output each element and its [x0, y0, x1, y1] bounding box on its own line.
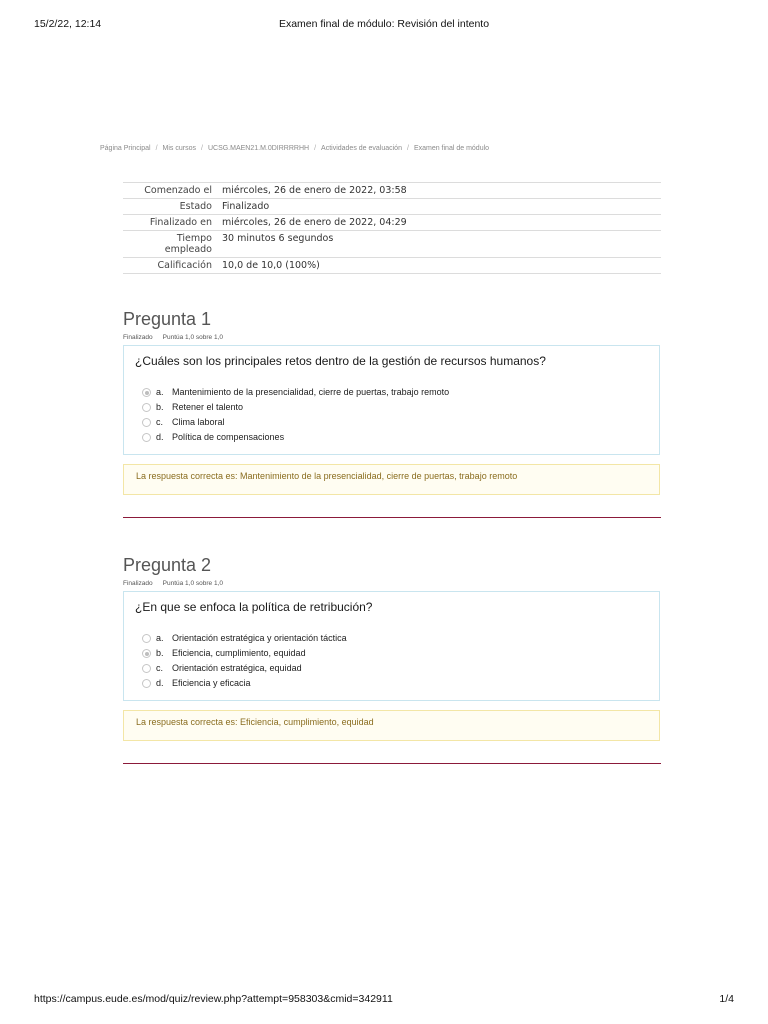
summary-label: [123, 231, 217, 258]
print-page-number: 1/4: [719, 993, 734, 1005]
summary-row-grade: [123, 258, 661, 274]
option-label: Eficiencia, cumplimiento, equidad: [172, 648, 306, 658]
summary-value: miércoles, 26 de enero de 2022, 03:58: [217, 183, 661, 199]
summary-label: Calificación: [123, 258, 217, 274]
question-divider: [123, 763, 661, 764]
option-label: Política de compensaciones: [172, 432, 285, 442]
breadcrumb-home[interactable]: Página Principal: [100, 145, 151, 152]
question-status: Finalizado: [123, 580, 153, 587]
question-title: Pregunta 1: [123, 309, 212, 329]
radio-selected-icon[interactable]: [142, 388, 151, 397]
summary-row-time: [123, 231, 661, 258]
question-score: Puntúa 1,0 sobre 1,0: [162, 580, 223, 587]
breadcrumb-separator: /: [155, 145, 158, 152]
option-letter: d.: [156, 432, 164, 442]
breadcrumb-my-courses[interactable]: Mis cursos: [162, 145, 196, 152]
summary-label-line: Tiempo: [176, 233, 212, 244]
question-text: ¿Cuáles son los principales retos dentro de la gestión de recursos humanos?: [135, 354, 546, 368]
question-meta: [123, 580, 223, 587]
summary-label: Comenzado el: [123, 183, 217, 199]
radio-icon[interactable]: [142, 418, 151, 427]
question-divider: [123, 517, 661, 518]
summary-value: 30 minutos 6 segundos: [217, 231, 661, 258]
summary-row-finished: [123, 215, 661, 231]
question-box: [123, 345, 660, 455]
question-text: ¿En que se enfoca la política de retribución?: [135, 600, 373, 614]
radio-icon[interactable]: [142, 433, 151, 442]
print-header: [0, 0, 768, 40]
summary-label-line: empleado: [164, 244, 212, 255]
breadcrumb-separator: /: [314, 145, 317, 152]
print-title: Examen final de módulo: Revisión del intento: [278, 18, 490, 30]
option-letter: b.: [156, 648, 164, 658]
breadcrumb-course[interactable]: UCSG.MAEN21.M.0DIRRRRHH: [207, 145, 310, 152]
option-letter: a.: [156, 633, 164, 643]
summary-value: Finalizado: [217, 199, 661, 215]
summary-label: Estado: [123, 199, 217, 215]
radio-icon[interactable]: [142, 634, 151, 643]
correct-answer-feedback: La respuesta correcta es: Eficiencia, cumplimiento, equidad: [123, 710, 660, 741]
radio-icon[interactable]: [142, 403, 151, 412]
option-label: Orientación estratégica y orientación táctica: [172, 633, 347, 643]
summary-row-state: [123, 199, 661, 215]
attempt-summary-table: [123, 182, 661, 274]
question-meta: [123, 334, 223, 341]
option-label: Mantenimiento de la presencialidad, cierre de puertas, trabajo remoto: [172, 387, 450, 397]
radio-selected-icon[interactable]: [142, 649, 151, 658]
option-label: Retener el talento: [172, 402, 244, 412]
summary-value: 10,0 de 10,0 (100%): [217, 258, 661, 274]
option-letter: c.: [156, 663, 164, 673]
breadcrumb-quiz[interactable]: Examen final de módulo: [413, 145, 490, 152]
breadcrumb: [100, 145, 680, 152]
summary-row-started: [123, 183, 661, 199]
breadcrumb-separator: /: [201, 145, 203, 152]
correct-answer-feedback: La respuesta correcta es: Mantenimiento de la presencialidad, cierre de puertas, trabajo remoto: [123, 464, 660, 495]
print-url: https://campus.eude.es/mod/quiz/review.php?attempt=958303&cmid=342911: [34, 993, 393, 1005]
option-label: Orientación estratégica, equidad: [172, 663, 302, 673]
option-letter: a.: [156, 387, 164, 397]
option-label: Eficiencia y eficacia: [172, 678, 251, 688]
question-status: Finalizado: [123, 334, 153, 341]
radio-icon[interactable]: [142, 664, 151, 673]
option-label: Clima laboral: [172, 417, 225, 427]
radio-icon[interactable]: [142, 679, 151, 688]
breadcrumb-section[interactable]: Actividades de evaluación: [321, 145, 402, 152]
question-score: Puntúa 1,0 sobre 1,0: [162, 334, 223, 341]
option-letter: b.: [156, 402, 164, 412]
option-letter: c.: [156, 417, 164, 427]
summary-label: Finalizado en: [123, 215, 217, 231]
question-title: Pregunta 2: [123, 555, 212, 575]
question-box: [123, 591, 660, 701]
print-date: 15/2/22, 12:14: [34, 18, 102, 30]
print-footer: [0, 990, 768, 1010]
summary-value: miércoles, 26 de enero de 2022, 04:29: [217, 215, 661, 231]
option-letter: d.: [156, 678, 164, 688]
breadcrumb-separator: /: [406, 145, 409, 152]
